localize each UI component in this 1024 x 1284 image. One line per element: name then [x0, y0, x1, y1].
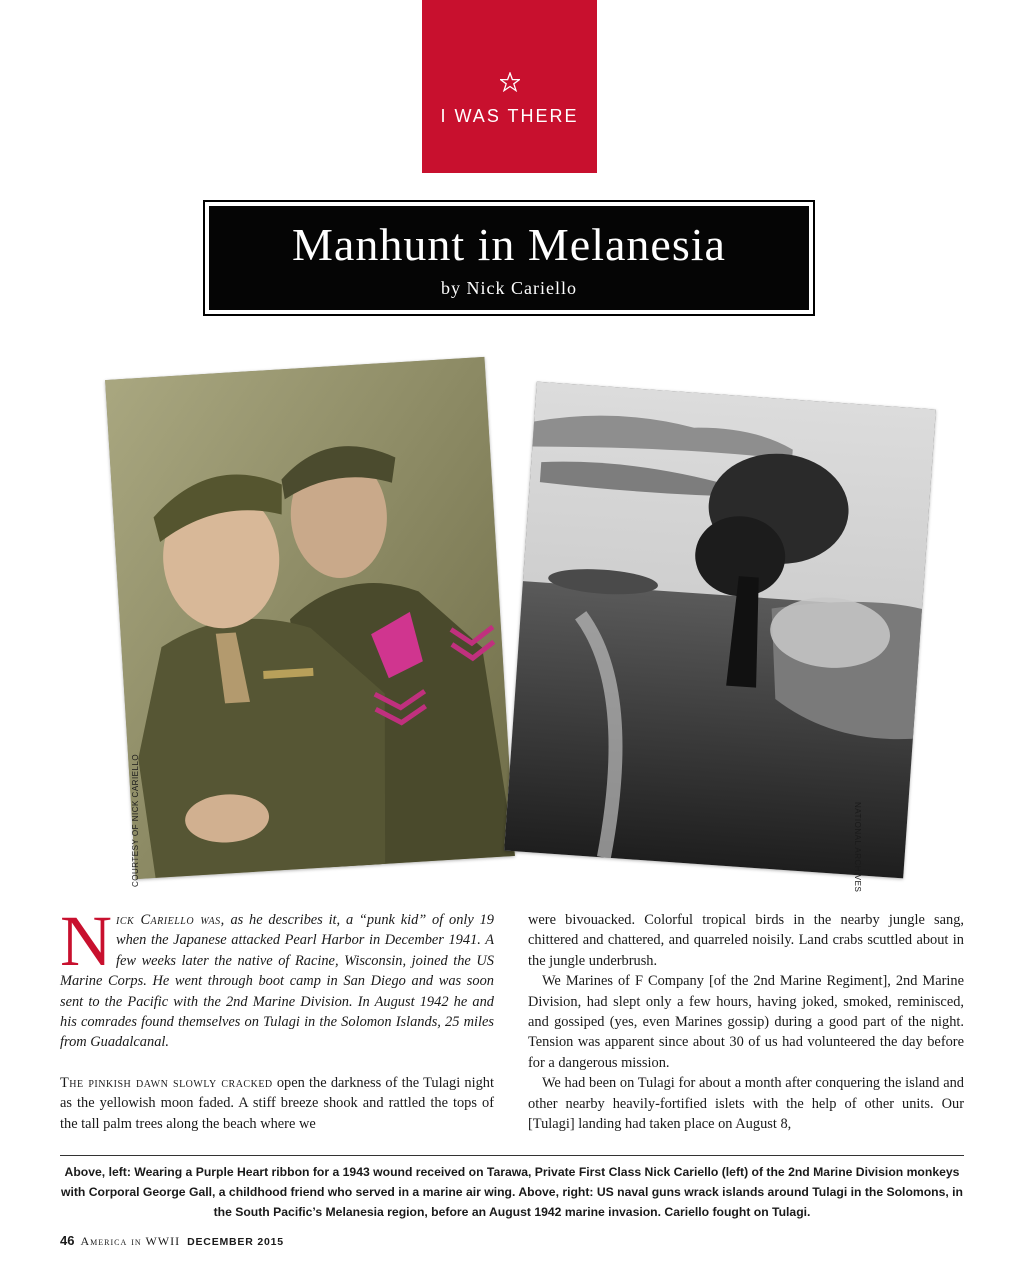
body-paragraph-1-continued: were bivouacked. Colorful tropical birds in the nearby jungle sang, chittered and chattered, and quarreled noisily. Land crabs scuttled about in the jungle underbrush. [528, 912, 964, 969]
body-paragraph-2: We Marines of F Company [of the 2nd Marine Regiment], 2nd Marine Division, had slept only a few hours, having joked, smoked, reminisced, and gossiped (yes, even Marines gossip) during a good part of the night. Tension was apparent since about 30 of us had volunteered the day before for a dangerous mission. [528, 973, 964, 1071]
column-right [528, 910, 964, 1134]
body-paragraph-1-text: open the darkness of the Tulagi night as the yellowish moon faded. A stiff breeze shook and rattled the tops of the tall palm trees along the beach where we [60, 1074, 494, 1132]
intro-text: as he describes it, a “punk kid” of only 19 when the Japanese attacked Pearl Harbor in December 1941. A few weeks later the native of Racine, Wisconsin, joined the US Marine Corps. He went through boot camp in San Diego and was soon sent to the Pacific with the 2nd Marine Division. In August 1942 he and his comrades found themselves on Tulagi in the Solomon Islands, 25 miles from Guadalcanal. [60, 912, 494, 1051]
section-tab [422, 0, 597, 173]
photo-burning-islands [504, 382, 936, 879]
body-paragraph-1 [60, 1073, 494, 1134]
body-paragraph-3: We had been on Tulagi for about a month after conquering the island and other nearby heavily-fortified islets with the help of other units. Our [Tulagi] landing had taken place on August 8, [528, 1075, 964, 1133]
page-number: 46 [60, 1233, 75, 1248]
body-paragraph-1-smallcaps: The pinkish dawn slowly cracked [60, 1074, 273, 1091]
issue-date: DECEMBER 2015 [187, 1236, 284, 1248]
article-title: Manhunt in Melanesia [292, 219, 726, 270]
star-icon [422, 72, 597, 96]
intro-smallcaps: ick Cariello was, [116, 912, 225, 928]
magazine-name: America in WWII [80, 1234, 181, 1248]
article-byline: by Nick Cariello [441, 278, 577, 298]
section-label: I WAS THERE [440, 106, 579, 126]
photo-caption: Above, left: Wearing a Purple Heart ribbon for a 1943 wound received on Tarawa, Private First Class Nick Cariello (left) of the 2nd Marine Division monkeys with Corporal George Gall, a childhood friend who served in a marine air wing. Above, right: US naval guns wrack islands around Tulagi in the Solomons, in the South Pacific’s Melanesia region, before an August 1942 marine invasion. Cariello fought on Tulagi. [60, 1165, 963, 1219]
photo-credit-right: NATIONAL ARCHIVES [853, 802, 862, 893]
photo-marines [105, 357, 515, 879]
column-left [60, 901, 494, 1134]
title-box [203, 200, 815, 316]
photo-credit-left: COURTESY OF NICK CARIELLO [131, 753, 140, 887]
intro-paragraph [60, 901, 494, 1053]
caption-rule [60, 1155, 964, 1156]
drop-cap: N [60, 901, 112, 981]
page-footer [60, 1233, 284, 1249]
